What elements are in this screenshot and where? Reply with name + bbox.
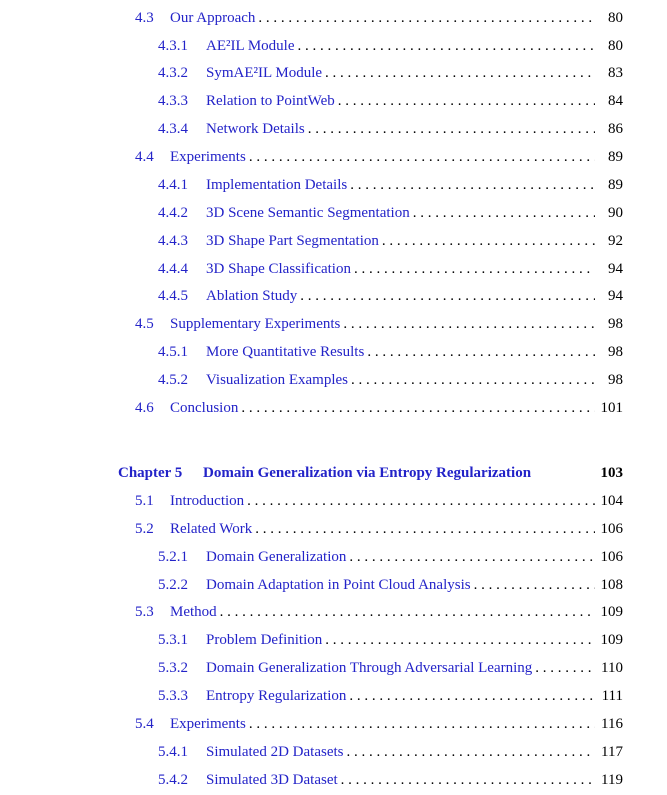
dot-leader: [354, 259, 595, 279]
page-number: 89: [608, 177, 623, 193]
section-number: 5.3: [135, 604, 154, 620]
section-number: 5.2.2: [158, 577, 188, 593]
section-title-link[interactable]: More Quantitative Results: [206, 344, 365, 360]
toc-entry[interactable]: [0, 63, 667, 83]
section-title-link[interactable]: Method: [170, 604, 217, 620]
entry-line: [206, 742, 623, 762]
page-number: 83: [608, 65, 623, 81]
dot-leader: [298, 36, 595, 56]
section-title-link[interactable]: Domain Generalization Through Adversarial Learning: [206, 660, 533, 676]
entry-line: [206, 630, 623, 650]
toc-entry[interactable]: [0, 491, 667, 511]
dot-leader: [255, 519, 595, 539]
entry-line: [206, 686, 623, 706]
section-title-link[interactable]: Related Work: [170, 521, 253, 537]
toc-entry[interactable]: [0, 575, 667, 595]
toc-entry[interactable]: [0, 398, 667, 418]
section-title-link[interactable]: Implementation Details: [206, 177, 348, 193]
dot-leader: [325, 63, 595, 83]
section-title-link[interactable]: Experiments: [170, 149, 246, 165]
section-title-link[interactable]: 3D Scene Semantic Segmentation: [206, 205, 410, 221]
section-number: 5.1: [135, 493, 154, 509]
page-number: 104: [600, 493, 623, 509]
section-number: 4.4.5: [158, 288, 188, 304]
toc-entry[interactable]: [0, 119, 667, 139]
toc-entry[interactable]: [0, 203, 667, 223]
section-number: 5.3.3: [158, 688, 188, 704]
page-number: 117: [601, 744, 623, 760]
page-number: 80: [608, 38, 623, 54]
toc-entry[interactable]: [0, 519, 667, 539]
dot-leader: [349, 686, 595, 706]
page-number: 92: [608, 233, 623, 249]
section-title-link[interactable]: Ablation Study: [206, 288, 298, 304]
page-number: 80: [608, 10, 623, 26]
dot-leader: [474, 575, 595, 595]
toc-entry[interactable]: [0, 36, 667, 56]
dot-leader: [338, 91, 595, 111]
toc-entry[interactable]: [0, 630, 667, 650]
page-number: 106: [600, 521, 623, 537]
page-number: 109: [600, 632, 623, 648]
section-number: 4.5.1: [158, 344, 188, 360]
chapter-number: Chapter 5: [118, 465, 183, 481]
section-number: 5.2: [135, 521, 154, 537]
section-number: 5.4.1: [158, 744, 188, 760]
section-title-link[interactable]: Simulated 2D Datasets: [206, 744, 344, 760]
page-number: 94: [608, 261, 623, 277]
toc-entry[interactable]: [0, 742, 667, 762]
dot-leader: [350, 175, 595, 195]
entry-line: [206, 342, 623, 362]
dot-leader: [308, 119, 595, 139]
section-title-link[interactable]: Simulated 3D Dataset: [206, 772, 338, 788]
section-title-link[interactable]: Domain Generalization: [206, 549, 347, 565]
dot-leader: [535, 658, 595, 678]
dot-leader: [382, 231, 595, 251]
section-number: 4.3.4: [158, 121, 188, 137]
section-title-link[interactable]: 3D Shape Classification: [206, 261, 351, 277]
page-number: 101: [600, 400, 623, 416]
dot-leader: [241, 398, 595, 418]
entry-line: [206, 175, 623, 195]
toc-entry[interactable]: [0, 231, 667, 251]
entry-line: [206, 63, 623, 83]
section-number: 5.4.2: [158, 772, 188, 788]
toc-entry[interactable]: [0, 286, 667, 306]
toc-entry[interactable]: [0, 147, 667, 167]
dot-leader: [300, 286, 595, 306]
section-number: 5.3.2: [158, 660, 188, 676]
entry-line: [206, 370, 623, 390]
toc-entry[interactable]: [0, 770, 667, 790]
section-title-link[interactable]: AE²IL Module: [206, 38, 295, 54]
section-title-link[interactable]: Entropy Regularization: [206, 688, 347, 704]
toc-entry[interactable]: [0, 602, 667, 622]
page-number: 98: [608, 344, 623, 360]
page-number: 119: [601, 772, 623, 788]
entry-line: [206, 259, 623, 279]
dot-leader: [413, 203, 595, 223]
section-number: 4.4: [135, 149, 154, 165]
section-title-link[interactable]: Domain Adaptation in Point Cloud Analysis: [206, 577, 471, 593]
toc-entry[interactable]: [0, 259, 667, 279]
dot-leader: [249, 147, 595, 167]
section-number: 5.4: [135, 716, 154, 732]
page-number: 109: [600, 604, 623, 620]
toc-entry[interactable]: [0, 714, 667, 734]
page-number: 106: [600, 549, 623, 565]
page-number: 116: [601, 716, 623, 732]
page-number: 86: [608, 121, 623, 137]
entry-line: [170, 147, 623, 167]
page-number: 98: [608, 316, 623, 332]
section-title-link[interactable]: Visualization Examples: [206, 372, 348, 388]
section-title-link[interactable]: 3D Shape Part Segmentation: [206, 233, 379, 249]
toc-entry[interactable]: [0, 8, 667, 28]
section-title-link[interactable]: Our Approach: [170, 10, 256, 26]
section-number: 4.4.1: [158, 177, 188, 193]
section-number: 4.3: [135, 10, 154, 26]
dot-leader: [341, 770, 595, 790]
page-number: 110: [601, 660, 623, 676]
page-number: 103: [600, 465, 623, 481]
entry-line: [206, 203, 623, 223]
entry-line: [206, 770, 623, 790]
entry-line: [206, 575, 623, 595]
section-number: 5.3.1: [158, 632, 188, 648]
section-title-link[interactable]: Experiments: [170, 716, 246, 732]
entry-line: [170, 8, 623, 28]
dot-leader: [351, 370, 595, 390]
page-number: 98: [608, 372, 623, 388]
toc-entry[interactable]: [0, 91, 667, 111]
entry-line: [206, 658, 623, 678]
page-number: 108: [600, 577, 623, 593]
section-number: 4.5.2: [158, 372, 188, 388]
toc-entry[interactable]: [0, 314, 667, 334]
toc-entry[interactable]: [0, 686, 667, 706]
section-number: 4.3.3: [158, 93, 188, 109]
section-number: 4.5: [135, 316, 154, 332]
section-title-link[interactable]: Relation to PointWeb: [206, 93, 335, 109]
entry-line: [170, 314, 623, 334]
dot-leader: [249, 714, 595, 734]
page-number: 94: [608, 288, 623, 304]
section-number: 4.4.3: [158, 233, 188, 249]
dot-leader: [343, 314, 595, 334]
toc-entry[interactable]: [0, 175, 667, 195]
entry-line: [170, 602, 623, 622]
entry-line: [170, 519, 623, 539]
dot-leader: [367, 342, 595, 362]
entry-line: [170, 714, 623, 734]
entry-line: [206, 547, 623, 567]
toc-entry[interactable]: [0, 342, 667, 362]
section-title-link[interactable]: Problem Definition: [206, 632, 323, 648]
section-title-link[interactable]: Network Details: [206, 121, 305, 137]
section-number: 4.4.4: [158, 261, 188, 277]
toc-entry[interactable]: [0, 370, 667, 390]
section-number: 4.3.1: [158, 38, 188, 54]
dot-leader: [349, 547, 595, 567]
entry-line: [206, 286, 623, 306]
dot-leader: [247, 491, 595, 511]
toc-entry[interactable]: [0, 547, 667, 567]
page-number: 111: [601, 688, 623, 704]
dot-leader: [220, 602, 595, 622]
dot-leader: [325, 630, 595, 650]
section-title-link[interactable]: Conclusion: [170, 400, 239, 416]
entry-line: [170, 398, 623, 418]
section-title-link[interactable]: SymAE²IL Module: [206, 65, 323, 81]
section-number: 4.4.2: [158, 205, 188, 221]
page-number: 90: [608, 205, 623, 221]
page-number: 84: [608, 93, 623, 109]
dot-leader: [346, 742, 595, 762]
entry-line: [170, 491, 623, 511]
toc-entry[interactable]: [0, 658, 667, 678]
section-title-link[interactable]: Introduction: [170, 493, 245, 509]
dot-leader: [258, 8, 595, 28]
entry-line: [206, 231, 623, 251]
chapter-title-link[interactable]: Domain Generalization via Entropy Regularization: [203, 465, 532, 481]
section-number: 4.3.2: [158, 65, 188, 81]
entry-line: [206, 119, 623, 139]
entry-line: [206, 36, 623, 56]
entry-line: [206, 91, 623, 111]
section-title-link[interactable]: Supplementary Experiments: [170, 316, 341, 332]
page-number: 89: [608, 149, 623, 165]
toc-chapter-entry[interactable]: [0, 463, 667, 483]
section-number: 5.2.1: [158, 549, 188, 565]
section-number: 4.6: [135, 400, 154, 416]
